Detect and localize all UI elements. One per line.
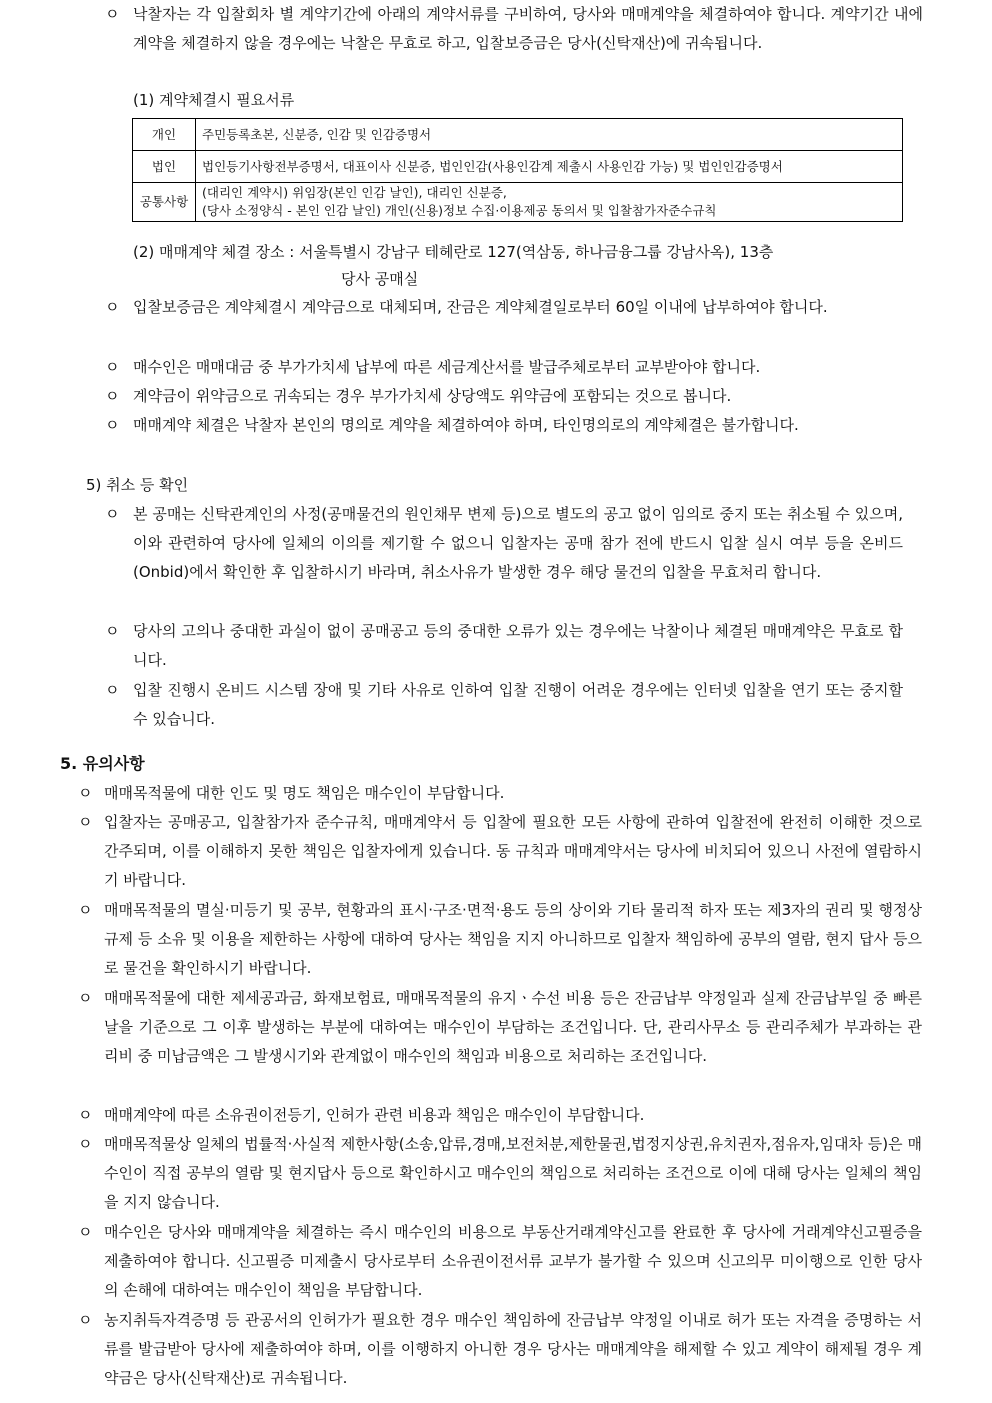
bullet-marker: ㅇ	[78, 813, 93, 831]
cancellation-bullet	[105, 617, 903, 675]
notes-bullet	[78, 1101, 922, 1130]
bullet-text: 매수인은 당사와 매매계약을 체결하는 즉시 매수인의 비용으로 부동산거래계약신고를 완료한 후 당사에 거래계약신고필증을 제출하여야 합니다. 신고필증 미제출시 당사로부터 소유권이전서류 교부가 불가할 수 있으며 신고의무 미이행으로 인한 당사의 손해에 대하여는 매수인이 책임을 부담합니다.	[104, 1223, 922, 1299]
bullet-text: 농지취득자격증명 등 관공서의 인허가가 필요한 경우 매수인 책임하에 잔금납부 약정일 이내로 허가 또는 자격을 증명하는 서류를 발급받아 당사에 제출하여야 하며, 이를 이행하지 아니한 경우 당사는 매매계약을 해제할 수 있고 계약이 해제될 경우 계약금은 당사(신탁재산)로 귀속됩니다.	[104, 1311, 922, 1387]
bullet-text: 매매목적물에 대한 인도 및 명도 책임은 매수인이 부담합니다.	[104, 784, 505, 802]
notes-heading: 5. 유의사항	[60, 754, 145, 773]
bullet-marker: ㅇ	[105, 416, 120, 434]
bullet-marker: ㅇ	[105, 358, 120, 376]
notes-bullet	[78, 896, 922, 983]
notes-bullet	[78, 1130, 922, 1217]
winner-contract-bullet	[105, 0, 923, 87]
deposit-bullet	[105, 293, 893, 322]
bullet-marker: ㅇ	[78, 1135, 93, 1153]
row-content-line: (대리인 계약시) 위임장(본인 인감 날인), 대리인 신분증,	[202, 185, 507, 200]
row-content: 법인등기사항전부증명서, 대표이사 신분증, 법인인감(사용인감계 제출시 사용인감 가능) 및 법인인감증명서	[196, 151, 903, 183]
required-docs-table-wrap	[0, 118, 992, 222]
bullet-text: 매수인은 매매대금 중 부가가치세 납부에 따른 세금계산서를 발급주체로부터 교부받아야 합니다.	[133, 358, 761, 376]
bullet-marker: ㅇ	[105, 387, 120, 405]
row-content: 주민등록초본, 신분증, 인감 및 인감증명서	[196, 119, 903, 151]
bullet-marker: ㅇ	[105, 298, 120, 316]
bullet-marker: ㅇ	[78, 989, 93, 1007]
cancellation-bullet	[105, 676, 903, 734]
contract-name-bullet	[105, 411, 913, 440]
bullet-text: 입찰 진행시 온비드 시스템 장애 및 기타 사유로 인하여 입찰 진행이 어려운 경우에는 인터넷 입찰을 연기 또는 중지할 수 있습니다.	[133, 681, 903, 728]
bullet-marker: ㅇ	[78, 1311, 93, 1329]
row-label: 개인	[133, 119, 196, 151]
notes-bullet	[78, 808, 922, 895]
bullet-text: 입찰보증금은 계약체결시 계약금으로 대체되며, 잔금은 계약체결일로부터 60일 이내에 납부하여야 합니다.	[133, 298, 828, 316]
bullet-text: 입찰자는 공매공고, 입찰참가자 준수규칙, 매매계약서 등 입찰에 필요한 모든 사항에 관하여 입찰전에 완전히 이해한 것으로 간주되며, 이를 이해하지 못한 책임은 입찰자에게 있습니다. 동 규칙과 매매계약서는 당사에 비치되어 있으니 사전에 열람하시기 바랍니다.	[104, 813, 922, 889]
contract-place-line-2: 당사 공매실	[341, 270, 419, 288]
table-row	[133, 119, 903, 151]
bullet-text: 매매목적물에 대한 제세공과금, 화재보험료, 매매목적물의 유지ㆍ수선 비용 등은 잔금납부 약정일과 실제 잔금납부일 중 빠른 날을 기준으로 그 이후 발생하는 부분에 대하여는 매수인이 부담하는 조건입니다. 단, 관리사무소 등 관리주체가 부과하는 관리비 중 미납금액은 그 발생시기와 관계없이 매수인의 책임과 비용으로 처리하는 조건입니다.	[104, 989, 922, 1065]
bullet-text: 본 공매는 신탁관계인의 사정(공매물건의 원인채무 변제 등)으로 별도의 공고 없이 임의로 중지 또는 취소될 수 있으며, 이와 관련하여 당사에 일체의 이의를 제기할 수 없으니 입찰자는 공매 참가 전에 반드시 입찰 실시 여부 등을 온비드(Onbid)에서 확인한 후 입찰하시기 바라며, 취소사유가 발생한 경우 해당 물건의 입찰을 무효처리 합니다.	[133, 505, 903, 581]
bullet-text: 매매계약 체결은 낙찰자 본인의 명의로 계약을 체결하여야 하며, 타인명의로의 계약체결은 불가합니다.	[133, 416, 799, 434]
row-label: 공통사항	[133, 183, 196, 222]
row-label: 법인	[133, 151, 196, 183]
bullet-text: 낙찰자는 각 입찰회차 별 계약기간에 아래의 계약서류를 구비하여, 당사와 매매계약을 체결하여야 합니다. 계약기간 내에 계약을 체결하지 않을 경우에는 낙찰은 무효로 하고, 입찰보증금은 당사(신탁재산)에 귀속됩니다.	[133, 5, 923, 52]
bullet-text: 당사의 고의나 중대한 과실이 없이 공매공고 등의 중대한 오류가 있는 경우에는 낙찰이나 체결된 매매계약은 무효로 합니다.	[133, 622, 903, 669]
bullet-text: 매매계약에 따른 소유권이전등기, 인허가 관련 비용과 책임은 매수인이 부담합니다.	[104, 1106, 645, 1124]
notes-bullet	[78, 779, 922, 808]
bullet-marker: ㅇ	[105, 5, 120, 23]
notes-bullet	[78, 1306, 922, 1393]
penalty-bullet	[105, 382, 923, 411]
bullet-text: 매매목적물상 일체의 법률적·사실적 제한사항(소송,압류,경매,보전처분,제한물권,법정지상권,유치권자,점유자,임대차 등)은 매수인이 직접 공부의 열람 및 현지답사 등으로 확인하시고 매수인의 책임으로 처리하는 조건으로 이에 대해 당사는 일체의 책임을 지지 않습니다.	[104, 1135, 922, 1211]
bullet-marker: ㅇ	[78, 784, 93, 802]
tax-invoice-bullet	[105, 353, 923, 382]
bullet-marker: ㅇ	[105, 681, 120, 699]
bullet-marker: ㅇ	[78, 1106, 93, 1124]
bullet-marker: ㅇ	[78, 901, 93, 919]
sub-heading-required-docs: (1) 계약체결시 필요서류	[133, 91, 295, 109]
bullet-marker: ㅇ	[105, 505, 120, 523]
notes-bullet	[78, 984, 922, 1071]
table-row	[133, 151, 903, 183]
required-docs-table	[132, 118, 903, 222]
contract-place-line: (2) 매매계약 체결 장소 : 서울특별시 강남구 테헤란로 127(역삼동, 하나금융그룹 강남사옥), 13층	[133, 243, 774, 261]
notes-bullet	[78, 1218, 922, 1305]
table-row	[133, 183, 903, 222]
row-content	[196, 183, 903, 222]
row-content-line: (당사 소정양식 - 본인 인감 날인) 개인(신용)정보 수집·이용제공 동의서 및 입찰참가자준수규칙	[202, 203, 717, 218]
bullet-text: 매매목적물의 멸실·미등기 및 공부, 현황과의 표시·구조·면적·용도 등의 상이와 기타 물리적 하자 또는 제3자의 권리 및 행정상 규제 등 소유 및 이용을 제한하는 사항에 대하여 당사는 책임을 지지 아니하므로 입찰자 책임하에 공부의 열람, 현지 답사 등으로 물건을 확인하시기 바랍니다.	[104, 901, 922, 977]
bullet-marker: ㅇ	[78, 1223, 93, 1241]
bullet-marker: ㅇ	[105, 622, 120, 640]
cancellation-bullet	[105, 500, 903, 587]
cancellation-heading: 5) 취소 등 확인	[86, 476, 189, 494]
bullet-text: 계약금이 위약금으로 귀속되는 경우 부가가치세 상당액도 위약금에 포함되는 것으로 봅니다.	[133, 387, 732, 405]
